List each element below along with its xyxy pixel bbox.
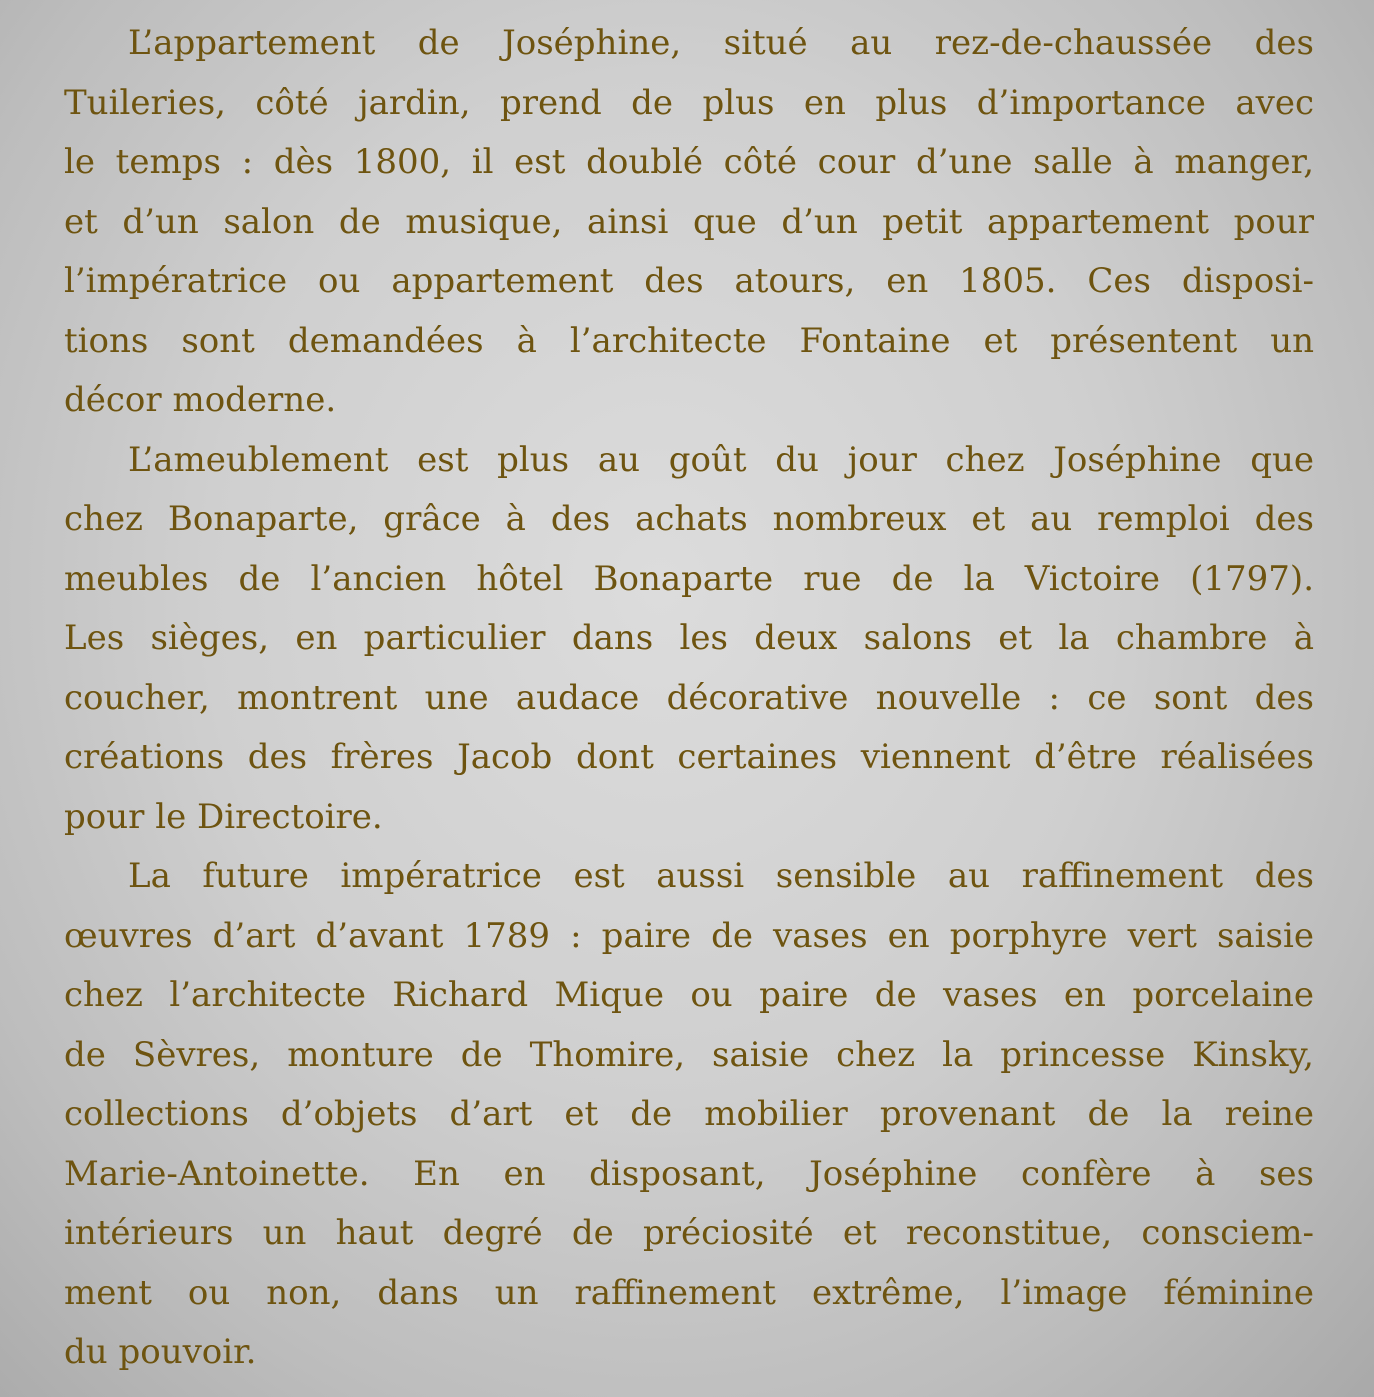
text-line: chez Bonaparte, grâce à des achats nombreux et au remploi des: [64, 499, 1314, 539]
text-line: La future impératrice est aussi sensible au raffinement des: [128, 856, 1314, 896]
text-line: du pouvoir.: [64, 1332, 257, 1372]
text-line: Les sièges, en particulier dans les deux salons et la chambre à: [64, 618, 1314, 658]
text-line: l’impératrice ou appartement des atours, en 1805. Ces disposi-: [64, 261, 1314, 301]
text-line: décor moderne.: [64, 380, 337, 420]
text-line: intérieurs un haut degré de préciosité et reconstitue, consciem-: [64, 1213, 1314, 1253]
paragraph-3: [64, 847, 1314, 1383]
text-line: coucher, montrent une audace décorative nouvelle : ce sont des: [64, 677, 1314, 718]
text-line: meubles de l’ancien hôtel Bonaparte rue de la Victoire (1797).: [64, 558, 1314, 599]
paragraph-2: [64, 431, 1314, 848]
text-line: L’appartement de Joséphine, situé au rez-de-chaussée des: [128, 23, 1314, 63]
text-line: ment ou non, dans un raffinement extrême, l’image féminine: [64, 1272, 1314, 1313]
text-line: tions sont demandées à l’architecte Fontaine et présentent un: [64, 320, 1314, 361]
text-line: de Sèvres, monture de Thomire, saisie chez la princesse Kinsky,: [64, 1034, 1314, 1075]
text-line: Marie-Antoinette. En en disposant, Joséphine confère à ses: [64, 1153, 1314, 1194]
text-line: collections d’objets d’art et de mobilier provenant de la reine: [64, 1094, 1314, 1134]
text-line: créations des frères Jacob dont certaines viennent d’être réalisées: [64, 737, 1314, 777]
text-line: œuvres d’art d’avant 1789 : paire de vases en porphyre vert saisie: [64, 915, 1314, 956]
text-line: L’ameublement est plus au goût du jour chez Joséphine que: [128, 439, 1314, 480]
text-line: chez l’architecte Richard Mique ou paire de vases en porcelaine: [64, 975, 1314, 1015]
text-line: le temps : dès 1800, il est doublé côté cour d’une salle à manger,: [64, 142, 1314, 182]
paragraph-1: [64, 14, 1314, 431]
text-line: et d’un salon de musique, ainsi que d’un petit appartement pour: [64, 201, 1314, 242]
text-line: Tuileries, côté jardin, prend de plus en plus d’importance avec: [64, 82, 1314, 123]
text-line: pour le Directoire.: [64, 796, 383, 837]
